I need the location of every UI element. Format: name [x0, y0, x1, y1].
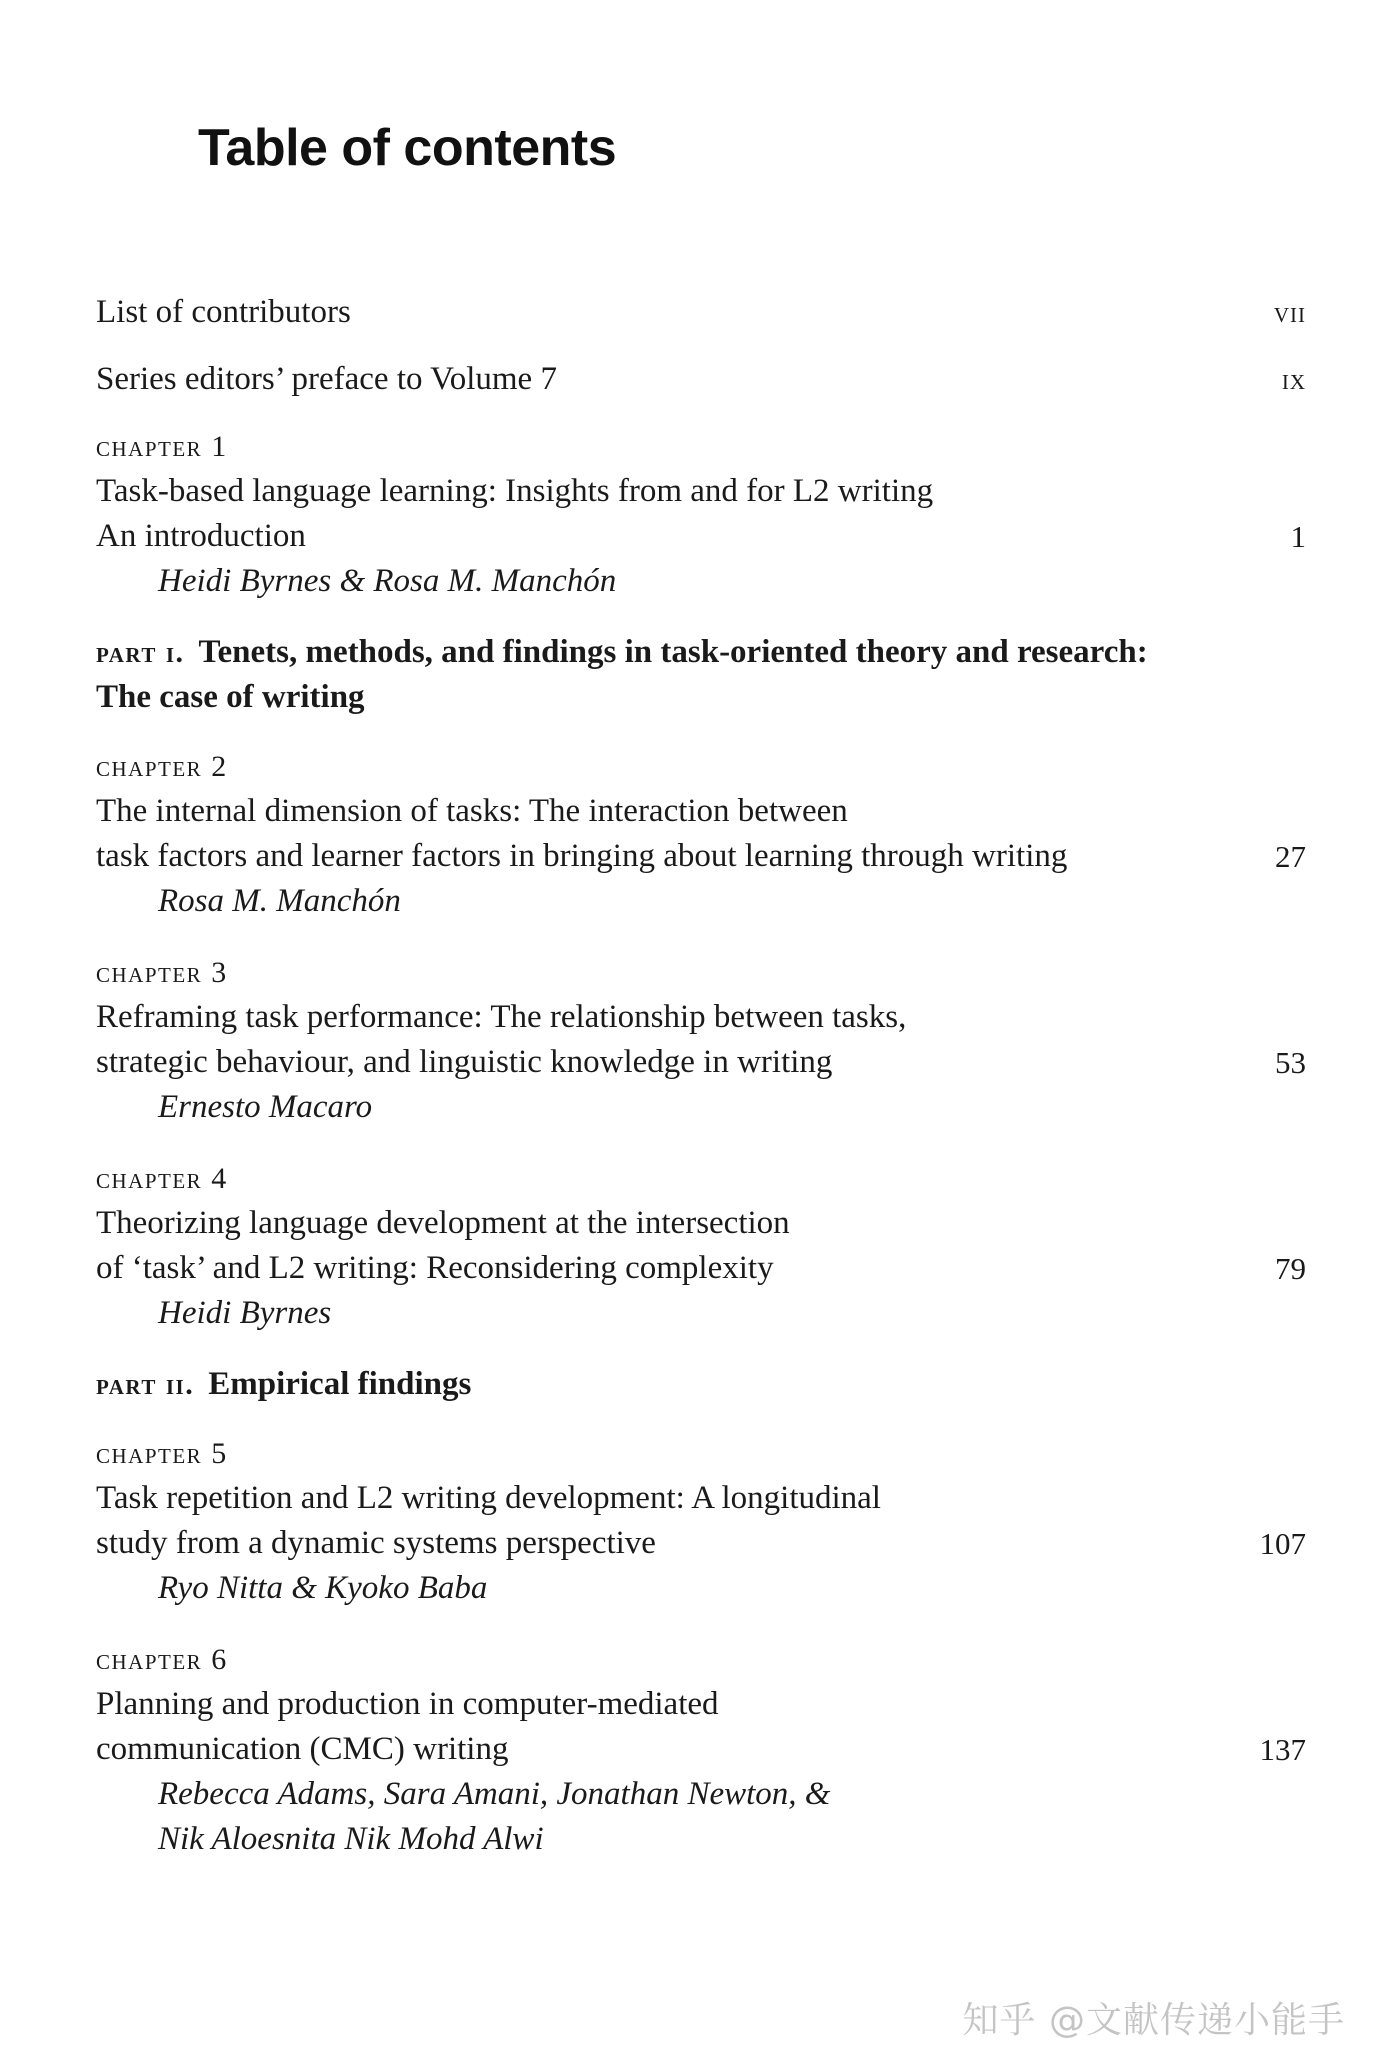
- page-number: ix: [1281, 363, 1306, 396]
- part-title-line: part i. Tenets, methods, and findings in task-oriented theory and research:: [96, 634, 1148, 670]
- page-number: 53: [1275, 1045, 1306, 1080]
- chapter-label: chapter 6: [96, 1643, 228, 1676]
- chapter-title-line: The internal dimension of tasks: The interaction between: [96, 793, 848, 829]
- page-number: 27: [1275, 839, 1306, 874]
- chapter-author: Nik Aloesnita Nik Mohd Alwi: [158, 1821, 544, 1857]
- part-label: part i.: [96, 636, 185, 669]
- toc-part-1: [96, 630, 1306, 720]
- chapter-title-line: An introduction 1: [96, 514, 1246, 559]
- chapter-title-line: of ‘task’ and L2 writing: Reconsidering complexity 79: [96, 1246, 1246, 1291]
- toc-entry-chapter-2[interactable]: [96, 744, 1306, 924]
- chapter-title-line: study from a dynamic systems perspective 107: [96, 1521, 1246, 1566]
- part-label: part ii.: [96, 1368, 195, 1401]
- entry-title: List of contributors: [96, 294, 351, 330]
- toc-entry-chapter-3[interactable]: [96, 950, 1306, 1130]
- toc-entry-chapter-5[interactable]: [96, 1431, 1306, 1611]
- entry-title: Series editors’ preface to Volume 7: [96, 361, 557, 397]
- toc-entry-chapter-1[interactable]: [96, 424, 1306, 604]
- chapter-author: Rebecca Adams, Sara Amani, Jonathan Newton, &: [158, 1776, 831, 1812]
- toc-entry-chapter-4[interactable]: [96, 1156, 1306, 1336]
- chapter-title-line: task factors and learner factors in bringing about learning through writing 27: [96, 834, 1246, 879]
- chapter-label: chapter 1: [96, 430, 228, 463]
- page-number: vii: [1273, 296, 1306, 329]
- toc-entry-chapter-6[interactable]: [96, 1637, 1306, 1862]
- chapter-author: Ryo Nitta & Kyoko Baba: [158, 1570, 488, 1606]
- chapter-title-line: communication (CMC) writing 137: [96, 1727, 1246, 1772]
- toc-part-2: [96, 1362, 1306, 1407]
- toc-entry-preface[interactable]: [96, 357, 1306, 402]
- watermark: 知乎 @文献传递小能手: [962, 2000, 1345, 2041]
- page-number: 79: [1275, 1251, 1306, 1286]
- chapter-label: chapter 3: [96, 956, 228, 989]
- chapter-title-line: Theorizing language development at the intersection: [96, 1205, 790, 1241]
- chapter-title-line: strategic behaviour, and linguistic knowledge in writing 53: [96, 1040, 1246, 1085]
- chapter-author: Heidi Byrnes & Rosa M. Manchón: [158, 563, 617, 599]
- chapter-label: chapter 4: [96, 1162, 228, 1195]
- chapter-label: chapter 2: [96, 750, 228, 783]
- chapter-title-line: Task-based language learning: Insights from and for L2 writing: [96, 473, 934, 509]
- page-number: 1: [1290, 519, 1306, 554]
- page-title: Table of contents: [198, 119, 617, 177]
- chapter-author: Heidi Byrnes: [158, 1295, 332, 1331]
- chapter-label: chapter 5: [96, 1437, 228, 1470]
- chapter-title-line: Task repetition and L2 writing development: A longitudinal: [96, 1480, 881, 1516]
- chapter-title-line: Reframing task performance: The relationship between tasks,: [96, 999, 907, 1035]
- chapter-author: Ernesto Macaro: [158, 1089, 373, 1125]
- part-title-line: The case of writing: [96, 679, 365, 715]
- page-number: 107: [1259, 1526, 1306, 1561]
- part-title-line: part ii. Empirical findings: [96, 1366, 472, 1402]
- chapter-author: Rosa M. Manchón: [158, 883, 401, 919]
- chapter-title-line: Planning and production in computer-mediated: [96, 1686, 719, 1722]
- page-number: 137: [1259, 1732, 1306, 1767]
- table-of-contents: [96, 290, 1306, 1888]
- toc-entry-contributors[interactable]: [96, 290, 1306, 335]
